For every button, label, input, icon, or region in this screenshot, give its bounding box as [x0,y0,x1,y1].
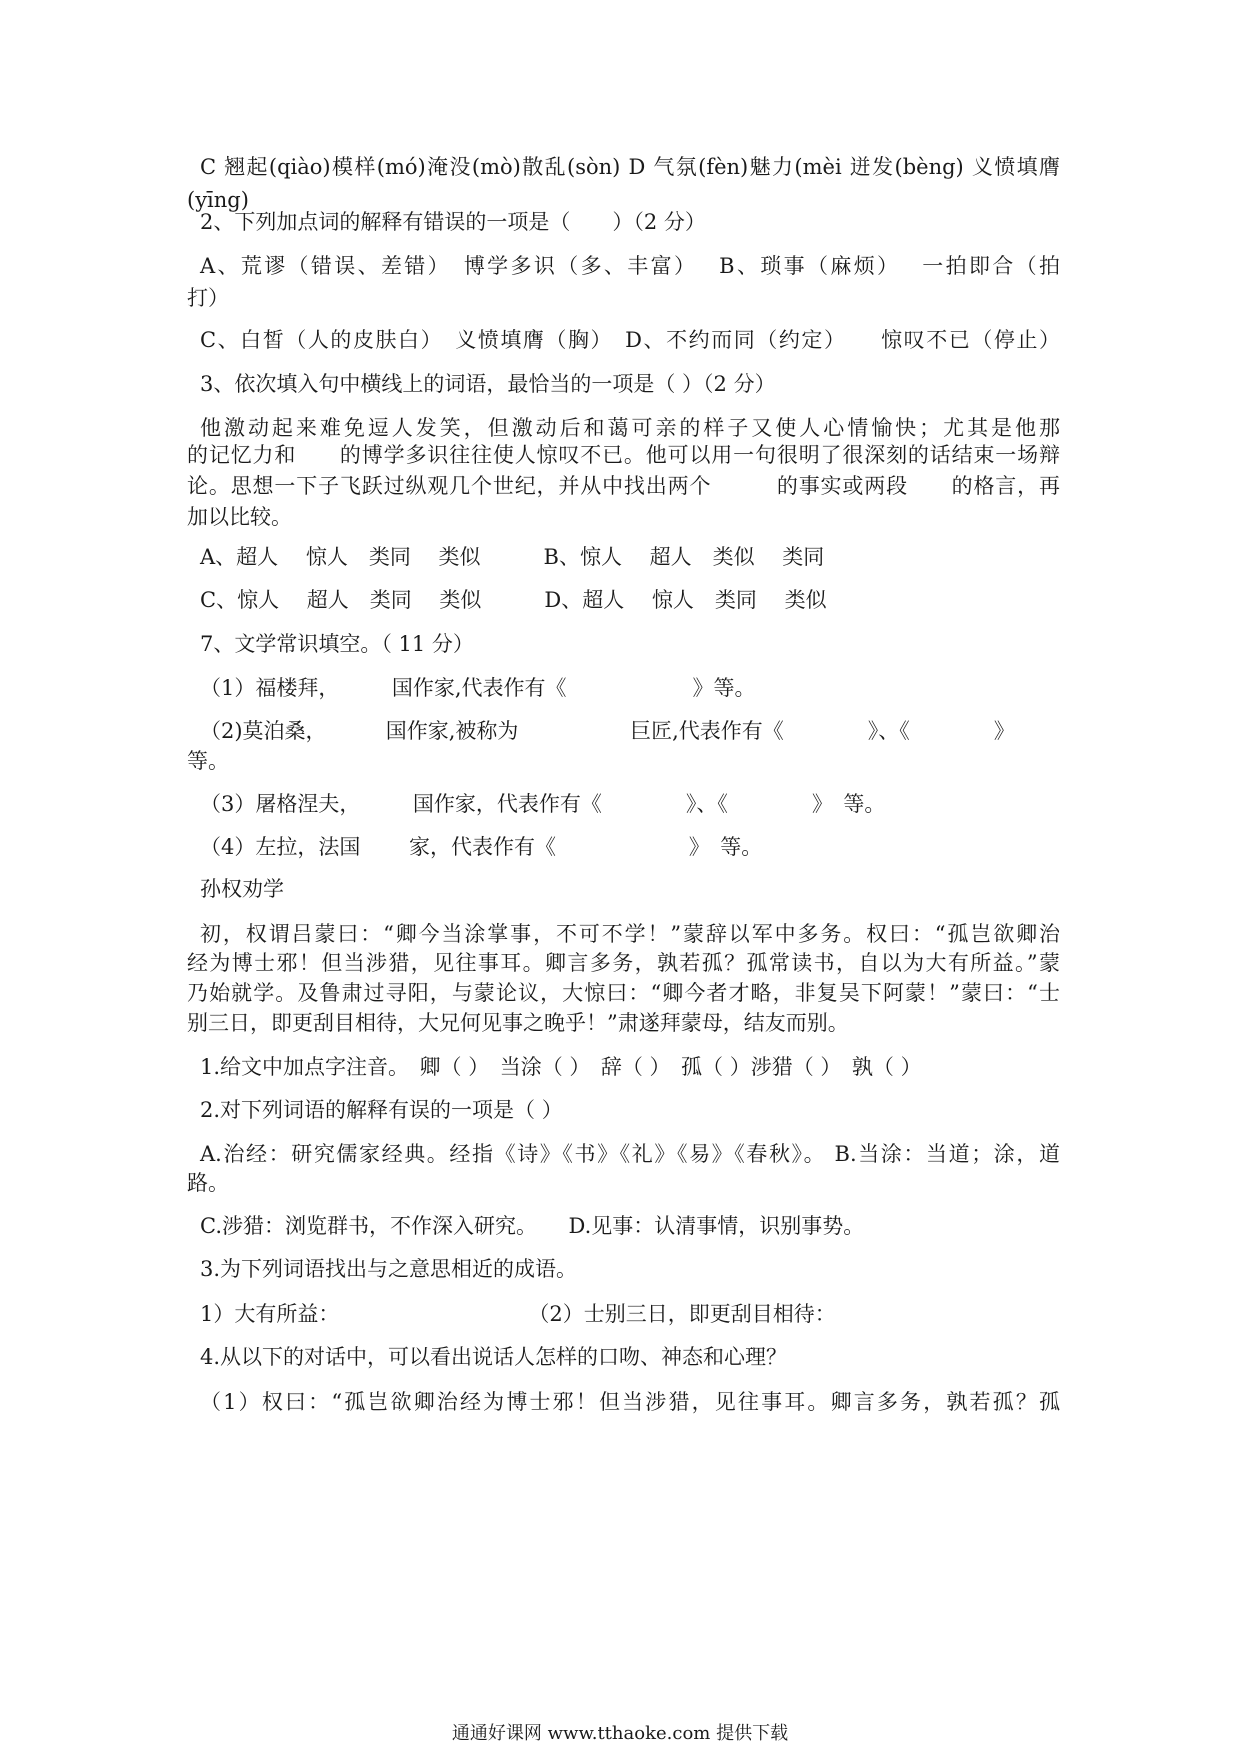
q7-item-3: （3）屠格涅夫， 国作家，代表作有《 》、《 》 等。 [200,792,886,816]
passage-line-1: 初，权谓吕蒙曰：“卿今当涂掌事，不可不学！”蒙辞以军中多务。权曰：“孤岂欲卿治 [200,922,1060,946]
q7-item-1: （1）福楼拜， 国作家,代表作有《 》等。 [200,676,756,700]
q2-options-ab-cont: 打） [187,286,229,310]
q3-passage-line-4: 加以比较。 [187,505,292,529]
pq2-options-ab-cont: 路。 [187,1171,229,1195]
passage-question-2: 2.对下列词语的解释有误的一项是（ ） [200,1098,563,1122]
q3-passage-line-3: 论。思想一下子飞跃过纵观几个世纪，并从中找出两个 的事实或两段 的格言，再 [187,474,1060,498]
passage-question-4: 4.从以下的对话中，可以看出说话人怎样的口吻、神态和心理？ [200,1345,788,1369]
q3-passage-line-2: 的记忆力和 的博学多识往往使人惊叹不已。他可以用一句很明了很深刻的话结束一场辩 [187,443,1060,467]
page-footer: 通通好课网 www.tthaoke.com 提供下载 [451,1723,789,1744]
q1-options-cd-cont: (yīng) [187,188,249,212]
q7-item-2: （2)莫泊桑， 国作家,被称为 巨匠,代表作有《 》、《 》 [200,719,1015,743]
q2-options-ab: A、荒谬（错误、差错） 博学多识（多、丰富） B、琐事（麻烦） 一拍即合（拍 [200,254,1060,278]
question-3: 3、依次填入句中横线上的词语，最恰当的一项是（ ）（2 分） [200,372,776,396]
q7-item-4: （4）左拉，法国 家，代表作有《 》 等。 [200,835,763,859]
q2-options-cd: C、白皙（人的皮肤白） 义愤填膺（胸） D、不约而同（约定） 惊叹不已（停止） [200,328,1060,352]
question-2: 2、下列加点词的解释有错误的一项是（ ）（2 分） [200,210,706,234]
q3-passage-line-1: 他激动起来难免逗人发笑，但激动后和蔼可亲的样子又使人心情愉快；尤其是他那 [200,416,1060,440]
passage-question-1: 1.给文中加点字注音。 卿（ ） 当涂（ ） 辞（ ） 孤（ ）涉猎（ ） 孰（ ） [200,1055,922,1079]
passage-line-4: 别三日，即更刮目相待，大兄何见事之晚乎！”肃遂拜蒙母，结友而别。 [187,1011,849,1035]
question-7: 7、文学常识填空。（ 11 分） [200,632,474,656]
q3-options-cd: C、惊人 超人 类同 类似 D、超人 惊人 类同 类似 [200,588,827,612]
pq4-item-1: （1）权曰：“孤岂欲卿治经为博士邪！但当涉猎，见往事耳。卿言多务，孰若孤？孤 [200,1390,1060,1414]
q3-options-ab: A、超人 惊人 类同 类似 B、惊人 超人 类似 类同 [200,545,825,569]
passage-question-3: 3.为下列词语找出与之意思相近的成语。 [200,1257,578,1281]
pq3-items: 1）大有所益： （2）士别三日，即更刮目相待： [200,1302,836,1326]
passage-line-3: 乃始就学。及鲁肃过寻阳，与蒙论议，大惊曰：“卿今者才略，非复吴下阿蒙！”蒙曰：“士 [187,981,1060,1005]
passage-title: 孙权劝学 [200,877,284,901]
pq2-options-ab: A.治经：研究儒家经典。经指《诗》《书》《礼》《易》《春秋》。 B.当涂：当道；涂，道 [200,1142,1060,1166]
pq2-options-cd: C.涉猎：浏览群书，不作深入研究。 D.见事：认清事情，识别事势。 [200,1214,865,1238]
q1-options-cd: C 翘起(qiào)模样(mó)淹没(mò)散乱(sòn) D 气氛(fèn)魅力(mèi 迸发(bèng) 义愤填膺 [200,155,1060,179]
q7-item-2-cont: 等。 [187,749,229,773]
passage-line-2: 经为博士邪！但当涉猎，见往事耳。卿言多务，孰若孤？孤常读书，自以为大有所益。”蒙 [187,951,1060,975]
